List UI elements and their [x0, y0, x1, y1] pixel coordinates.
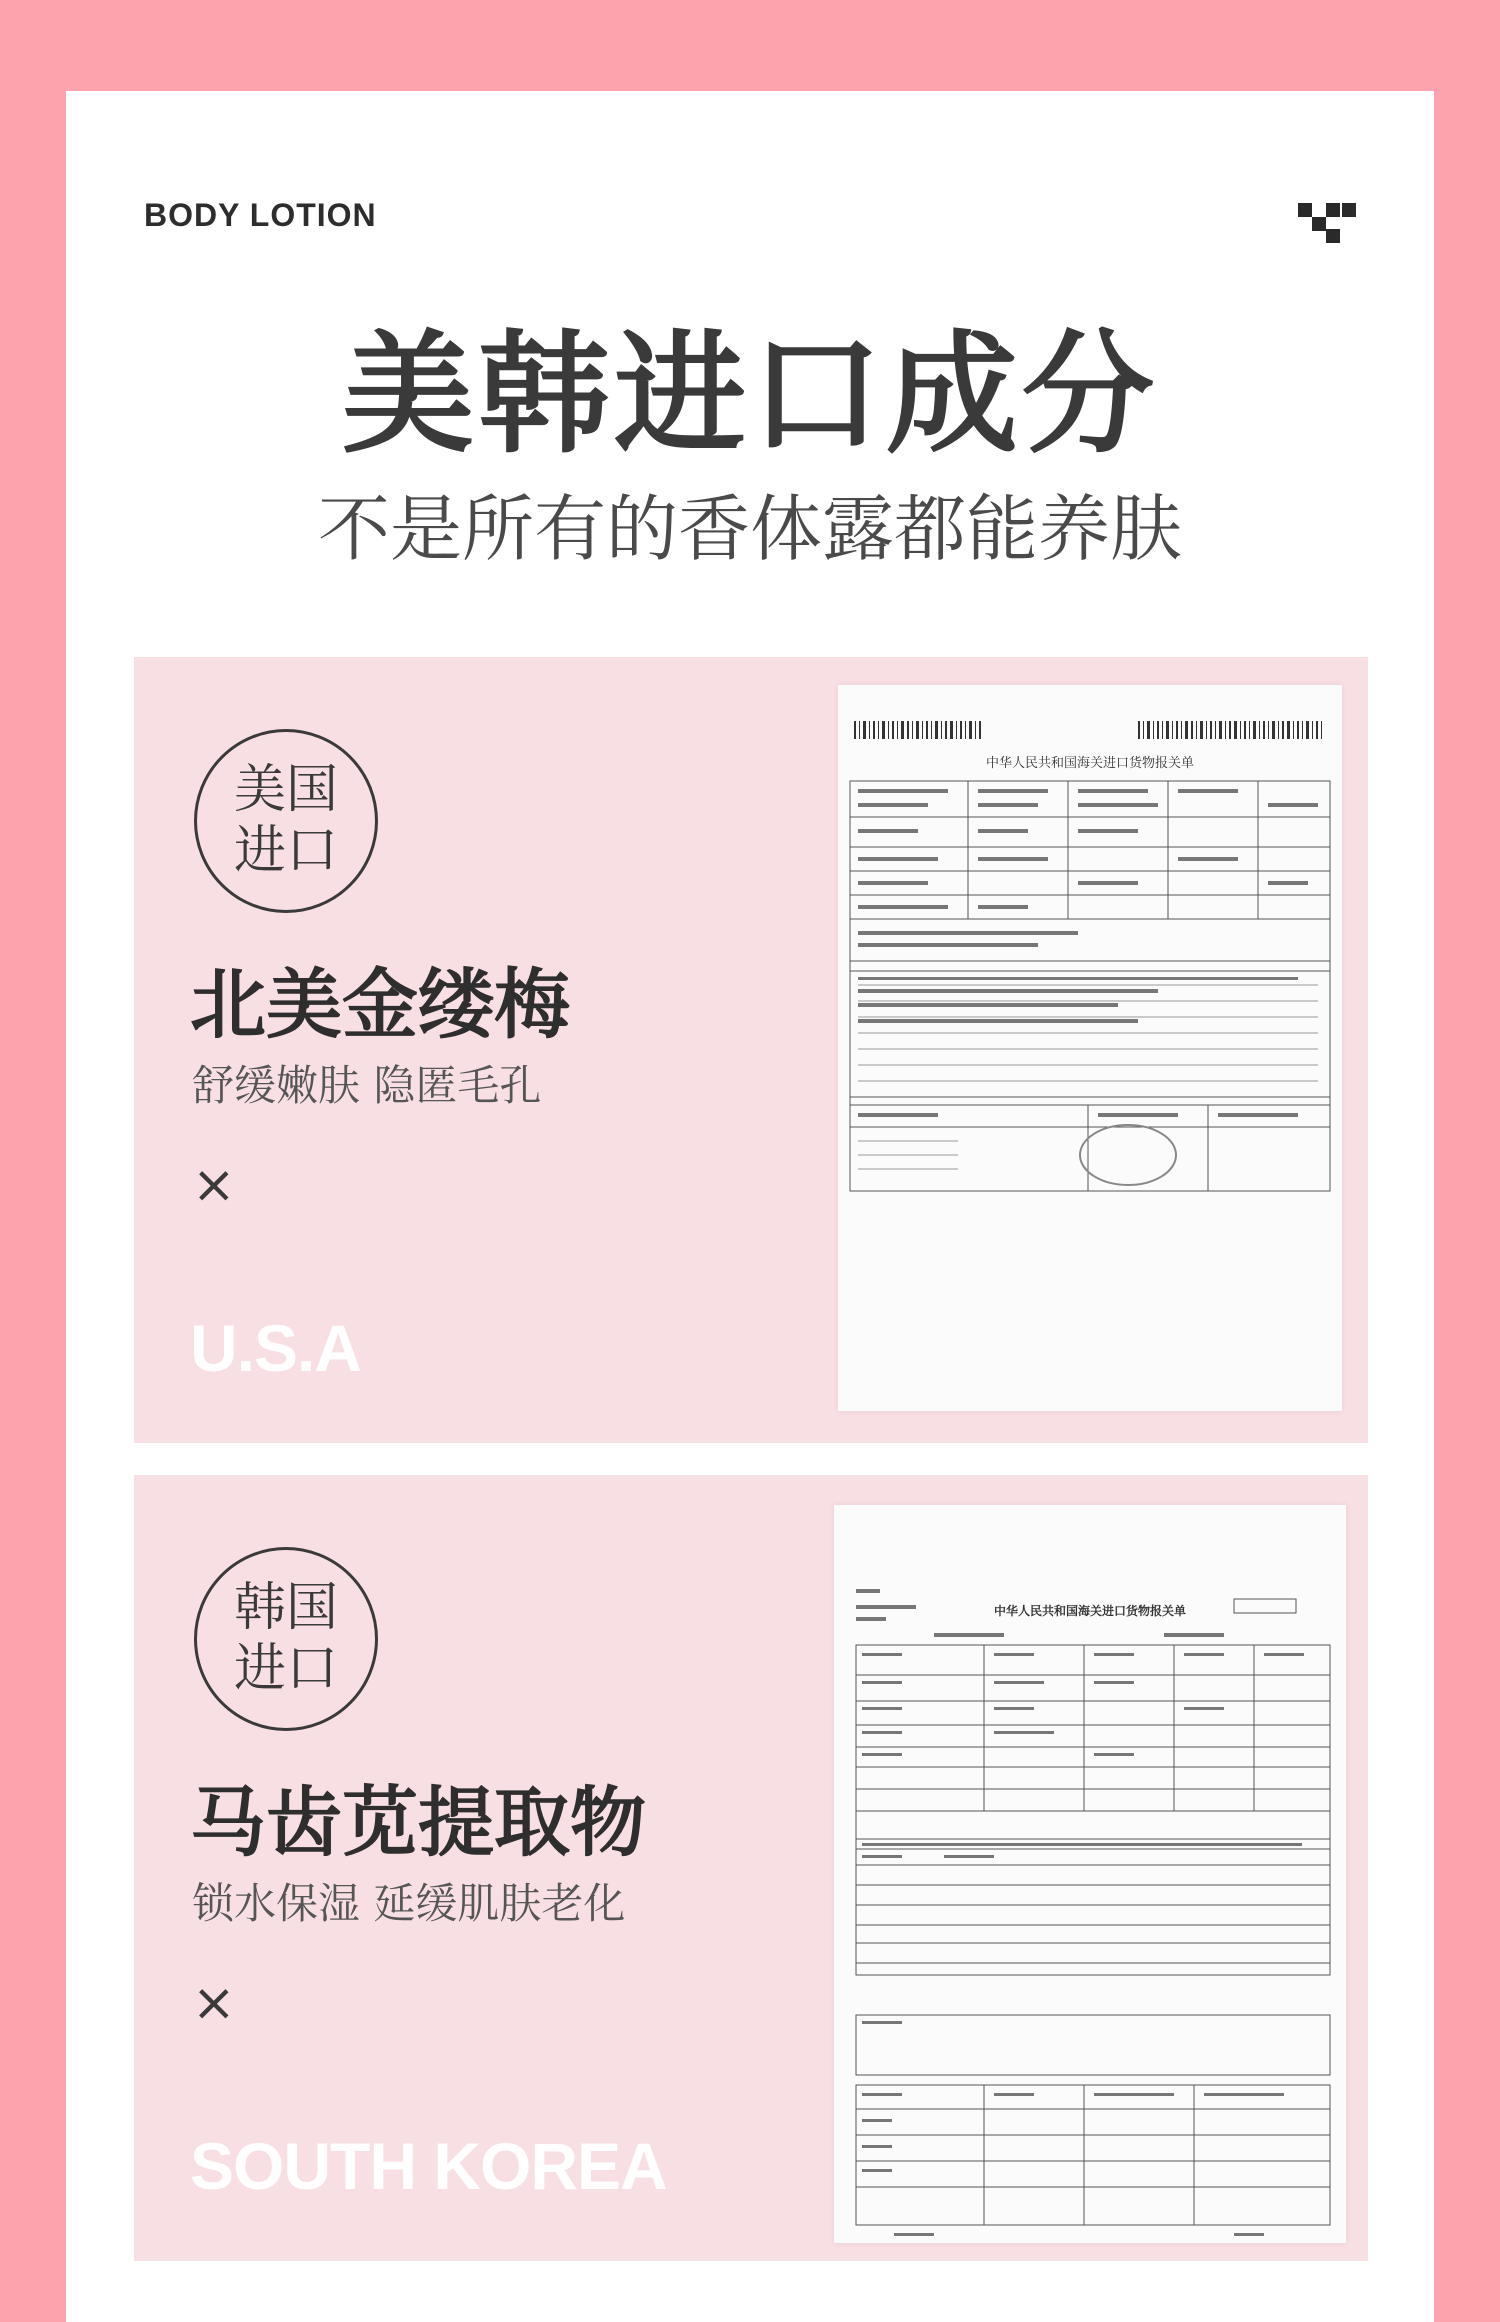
origin-badge-label: 韩国进口	[233, 1577, 338, 1699]
page-title: 美韩进口成分	[342, 318, 1158, 472]
times-icon: ×	[192, 1155, 236, 1215]
section-usa	[134, 657, 1368, 1443]
origin-badge	[194, 729, 378, 913]
content-card	[66, 91, 1434, 2322]
ingredient-name: 北美金缕梅	[190, 960, 570, 1049]
origin-badge	[194, 1547, 378, 1731]
ingredient-name: 马齿苋提取物	[190, 1778, 646, 1867]
country-label: U.S.A	[190, 1311, 362, 1385]
svg-text:中华人民共和国海关进口货物报关单: 中华人民共和国海关进口货物报关单	[993, 1604, 1187, 1618]
section-korea	[134, 1475, 1368, 2261]
times-icon: ×	[192, 1973, 236, 2033]
ingredient-benefits: 锁水保湿 延缓肌肤老化	[192, 1879, 626, 1928]
country-label: SOUTH KOREA	[190, 2129, 667, 2203]
svg-text:中华人民共和国海关进口货物报关单: 中华人民共和国海关进口货物报关单	[985, 756, 1195, 771]
customs-declaration-image	[834, 1505, 1346, 2243]
chevron-blocks-icon	[1298, 203, 1358, 243]
brand-label: BODY LOTION	[144, 197, 377, 233]
ingredient-benefits: 舒缓嫩肤 隐匿毛孔	[192, 1061, 542, 1110]
origin-badge-label: 美国进口	[233, 759, 338, 881]
customs-declaration-image	[838, 685, 1342, 1411]
page-subtitle: 不是所有的香体露都能养肤	[317, 487, 1182, 571]
